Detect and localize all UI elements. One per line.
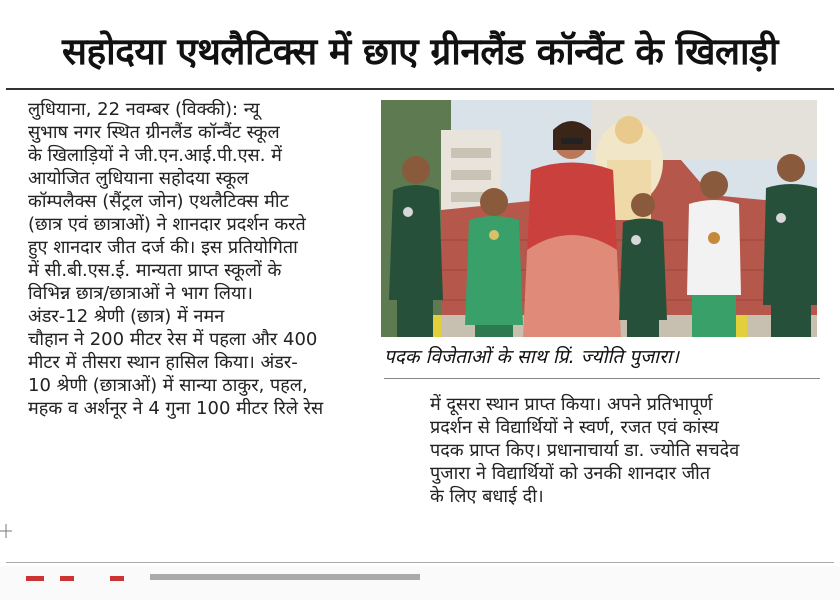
article-column-right (430, 393, 739, 508)
article-line: के खिलाड़ियों ने जी.एन.आई.पी.एस. में (28, 145, 282, 166)
article-line: मीटर में तीसरा स्थान हासिल किया। अंडर- (28, 352, 298, 373)
article-line: महक व अर्शनूर ने 4 गुना 100 मीटर रिले रेस (28, 398, 324, 419)
article-line: के लिए बधाई दी। (430, 486, 544, 507)
article-line: पुजारा ने विद्यार्थियों को उनकी शानदार जीत (430, 463, 711, 484)
article-line: में दूसरा स्थान प्राप्त किया। अपने प्रतिभापूर्ण (430, 394, 713, 415)
article-line: आयोजित लुधियाना सहोदया स्कूल (28, 168, 249, 189)
article-line: चौहान ने 200 मीटर रेस में पहला और 400 (28, 329, 318, 350)
footer-strip (0, 566, 840, 600)
article-line: प्रदर्शन से विद्यार्थियों ने स्वर्ण, रजत एवं कांस्य (430, 417, 719, 438)
article-line: कॉम्पलैक्स (सैंट्रल जोन) एथलैटिक्स मीट (28, 191, 289, 212)
article-line: पदक प्राप्त किए। प्रधानाचार्या डा. ज्योति सचदेव (430, 440, 740, 461)
article-line: (छात्र एवं छात्राओं) ने शानदार प्रदर्शन करते (28, 214, 306, 235)
footer-rule (6, 562, 834, 563)
article-line: विभिन्न छात्र/छात्राओं ने भाग लिया। (28, 283, 253, 304)
article-line: में सी.बी.एस.ई. मान्यता प्राप्त स्कूलों के (28, 260, 282, 281)
group-photo (381, 100, 817, 337)
edge-mark-icon (0, 523, 12, 537)
article-line: अंडर-12 श्रेणी (छात्र) में नमन (28, 306, 225, 327)
headline: सहोदया एथलैटिक्स में छाए ग्रीनलैंड कॉन्वैंट के खिलाड़ी (61, 30, 779, 73)
group-photo-image (381, 100, 817, 337)
article-line: सुभाष नगर स्थित ग्रीनलैंड कॉन्वैंट स्कूल (28, 122, 280, 143)
article-column-left (28, 98, 323, 420)
footer-cutoff-text-image (0, 566, 840, 600)
article-line: 10 श्रेणी (छात्राओं) में सान्या ठाकुर, पहल, (28, 375, 308, 396)
article-line: लुधियाना, 22 नवम्बर (विक्की): न्यू (28, 99, 260, 120)
article-line: हुए शानदार जीत दर्ज की। इस प्रतियोगिता (28, 237, 298, 258)
caption-rule (384, 378, 820, 379)
photo-caption: पदक विजेताओं के साथ प्रिं. ज्योति पुजारा। (384, 346, 679, 368)
headline-rule (6, 88, 834, 90)
